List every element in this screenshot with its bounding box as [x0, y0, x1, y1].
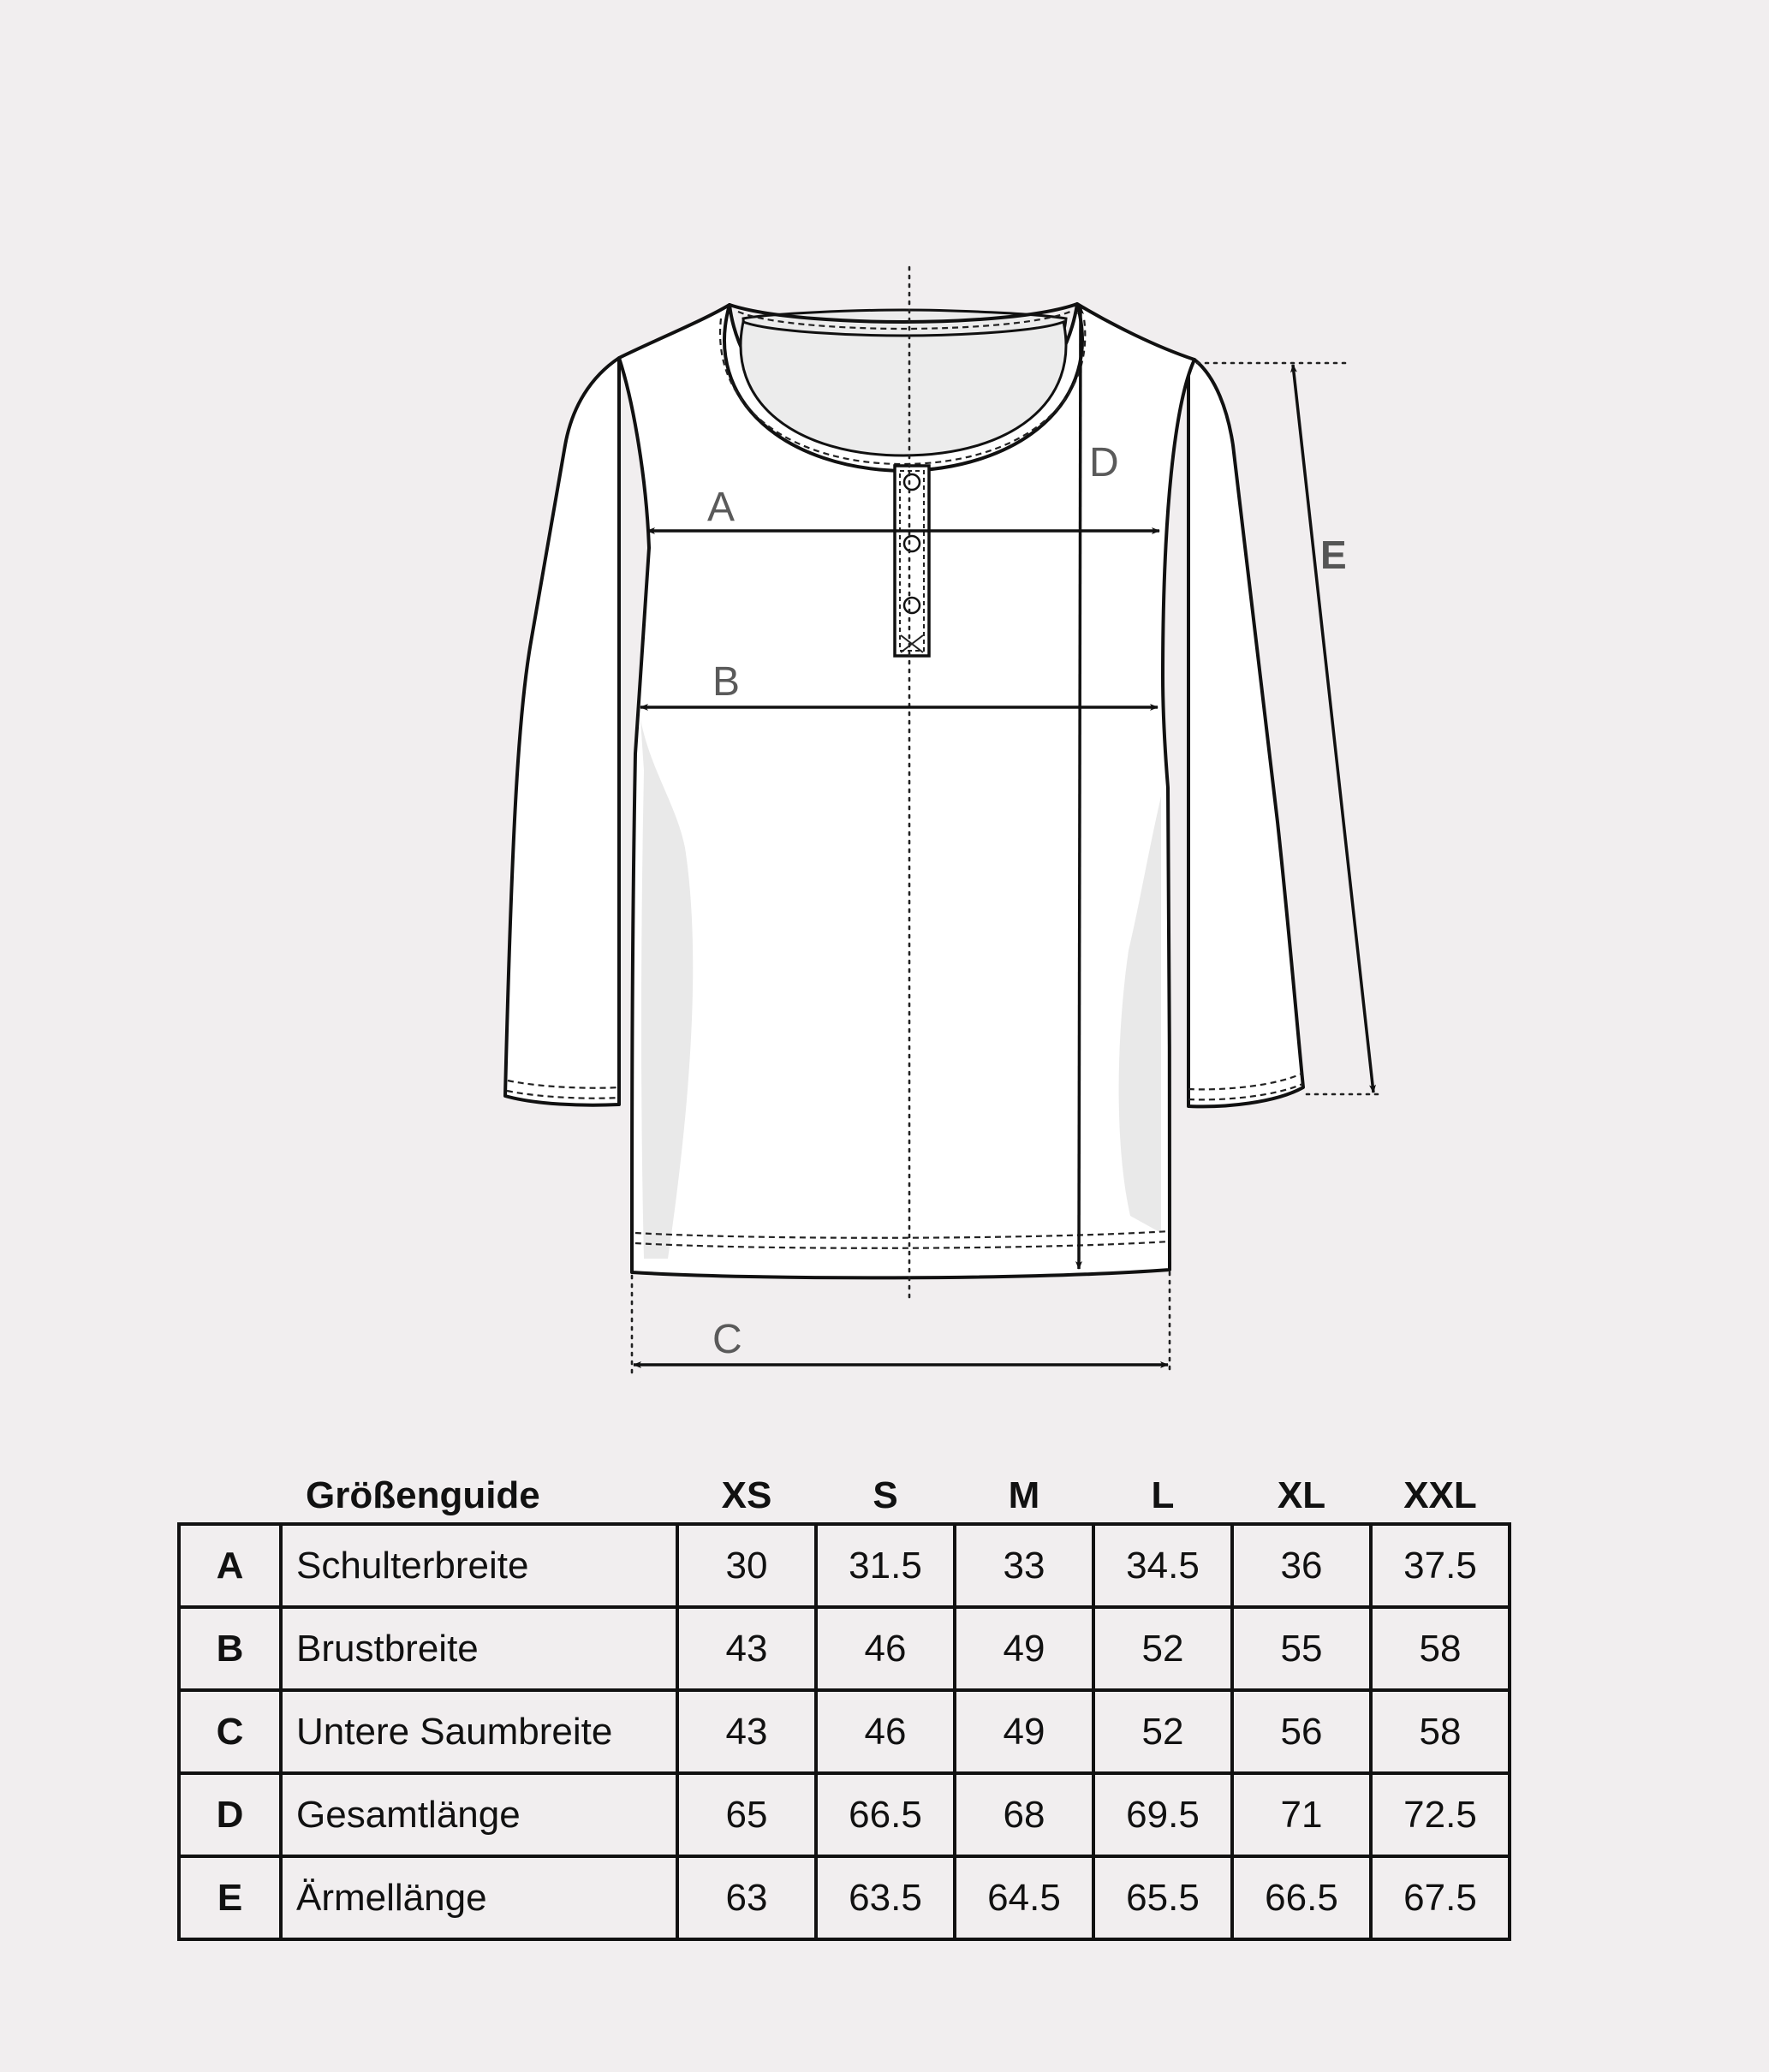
size-header: S	[873, 1474, 898, 1516]
measure-d-label: D	[1089, 440, 1119, 485]
size-header: L	[1151, 1474, 1175, 1516]
measure-c-label: C	[712, 1317, 742, 1362]
row-name: Gesamtlänge	[281, 1773, 677, 1856]
button	[904, 536, 920, 551]
row-value: 49	[955, 1690, 1093, 1773]
row-value: 55	[1232, 1607, 1371, 1690]
measure-d-arrow	[1079, 307, 1081, 1269]
row-value: 43	[677, 1690, 816, 1773]
row-value: 52	[1093, 1690, 1232, 1773]
row-value: 67.5	[1371, 1856, 1510, 1939]
measure-a-label: A	[707, 485, 736, 530]
row-value: 63.5	[816, 1856, 955, 1939]
row-key: A	[179, 1524, 281, 1607]
row-value: 49	[955, 1607, 1093, 1690]
row-value: 36	[1232, 1524, 1371, 1607]
row-name: Schulterbreite	[281, 1524, 677, 1607]
row-key: D	[179, 1773, 281, 1856]
row-value: 58	[1371, 1690, 1510, 1773]
row-value: 43	[677, 1607, 816, 1690]
row-value: 46	[816, 1607, 955, 1690]
row-value: 58	[1371, 1607, 1510, 1690]
right-sleeve	[1188, 360, 1303, 1106]
row-value: 65.5	[1093, 1856, 1232, 1939]
row-key: C	[179, 1690, 281, 1773]
row-value: 33	[955, 1524, 1093, 1607]
table-row	[179, 1773, 1510, 1856]
row-value: 69.5	[1093, 1773, 1232, 1856]
row-key: B	[179, 1607, 281, 1690]
row-value: 66.5	[816, 1773, 955, 1856]
row-value: 71	[1232, 1773, 1371, 1856]
row-name: Untere Saumbreite	[281, 1690, 677, 1773]
row-name: Ärmellänge	[281, 1856, 677, 1939]
button	[904, 598, 920, 613]
row-value: 46	[816, 1690, 955, 1773]
shirt-illustration	[505, 304, 1303, 1277]
row-value: 63	[677, 1856, 816, 1939]
table-title: Größenguide	[306, 1474, 540, 1516]
size-header-row	[179, 1456, 1510, 1524]
row-value: 68	[955, 1773, 1093, 1856]
measure-e-label: E	[1320, 533, 1347, 577]
row-value: 37.5	[1371, 1524, 1510, 1607]
row-value: 30	[677, 1524, 816, 1607]
row-value: 56	[1232, 1690, 1371, 1773]
row-value: 72.5	[1371, 1773, 1510, 1856]
measure-e-arrow	[1293, 365, 1373, 1093]
table-row	[179, 1524, 1510, 1607]
row-value: 64.5	[955, 1856, 1093, 1939]
row-value: 52	[1093, 1607, 1232, 1690]
size-header: XS	[721, 1474, 772, 1516]
row-value: 34.5	[1093, 1524, 1232, 1607]
size-header: XL	[1277, 1474, 1326, 1516]
row-value: 31.5	[816, 1524, 955, 1607]
row-value: 66.5	[1232, 1856, 1371, 1939]
row-key: E	[179, 1856, 281, 1939]
size-table	[177, 1456, 1511, 1941]
row-value: 65	[677, 1773, 816, 1856]
size-header: M	[1008, 1474, 1040, 1516]
measure-b-label: B	[712, 659, 741, 705]
size-header: XXL	[1403, 1474, 1477, 1516]
table-row	[179, 1607, 1510, 1690]
table-row	[179, 1856, 1510, 1939]
left-sleeve	[505, 358, 619, 1105]
button	[904, 474, 920, 490]
table-row	[179, 1690, 1510, 1773]
row-name: Brustbreite	[281, 1607, 677, 1690]
